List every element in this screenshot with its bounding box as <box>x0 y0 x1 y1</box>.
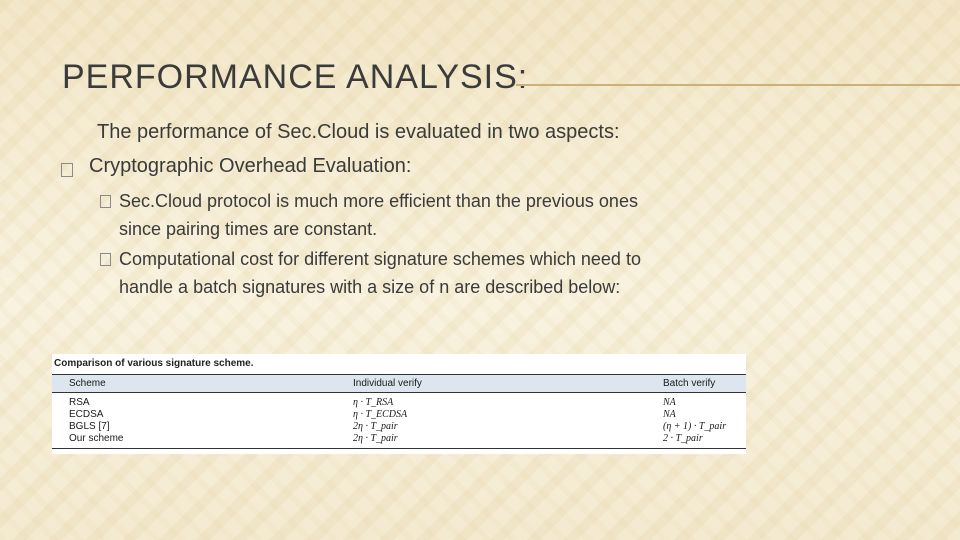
cell-batch-verify: (η + 1) · T_pair <box>663 421 727 432</box>
slide-title: PERFORMANCE ANALYSIS: <box>62 58 529 96</box>
comparison-table <box>52 354 746 454</box>
cell-batch-verify: 2 · T_pair <box>663 433 703 444</box>
cell-scheme: BGLS [7] <box>69 421 110 432</box>
cell-batch-verify: NA <box>663 409 676 420</box>
table-row <box>52 409 746 421</box>
cell-scheme: Our scheme <box>69 433 124 444</box>
title-divider <box>516 84 960 86</box>
cell-individual-verify: η · T_ECDSA <box>353 409 408 420</box>
table-caption: Comparison of various signature scheme. <box>54 358 254 369</box>
table-bottom-rule <box>52 448 746 449</box>
header-scheme: Scheme <box>69 378 106 389</box>
table-header-row <box>52 374 746 393</box>
table-row <box>52 433 746 445</box>
header-batch-verify: Batch verify <box>663 378 716 389</box>
cell-individual-verify: 2η · T_pair <box>353 421 398 432</box>
table-row <box>52 421 746 433</box>
table-row <box>52 397 746 409</box>
lead-text: The performance of Sec.Cloud is evaluated in two aspects: <box>97 121 620 143</box>
cell-scheme: RSA <box>69 397 90 408</box>
bullet-cryptographic-overhead: Cryptographic Overhead Evaluation: <box>89 155 412 177</box>
sub-bullet-line: since pairing times are constant. <box>119 219 378 239</box>
cell-individual-verify: η · T_RSA <box>353 397 394 408</box>
cell-scheme: ECDSA <box>69 409 104 420</box>
header-individual-verify: Individual verify <box>353 378 422 389</box>
sub-bullet-line: Computational cost for different signature schemes which need to <box>119 249 641 269</box>
sub-bullet-box-icon <box>100 253 111 266</box>
sub-bullet-line: handle a batch signatures with a size of n are described below: <box>119 277 621 297</box>
cell-batch-verify: NA <box>663 397 676 408</box>
bullet-box-icon <box>61 163 73 177</box>
sub-bullet-computational-cost <box>119 245 641 301</box>
sub-bullet-efficiency <box>119 187 638 243</box>
sub-bullet-box-icon <box>100 195 111 208</box>
sub-bullet-line: Sec.Cloud protocol is much more efficient than the previous ones <box>119 191 638 211</box>
cell-individual-verify: 2η · T_pair <box>353 433 398 444</box>
